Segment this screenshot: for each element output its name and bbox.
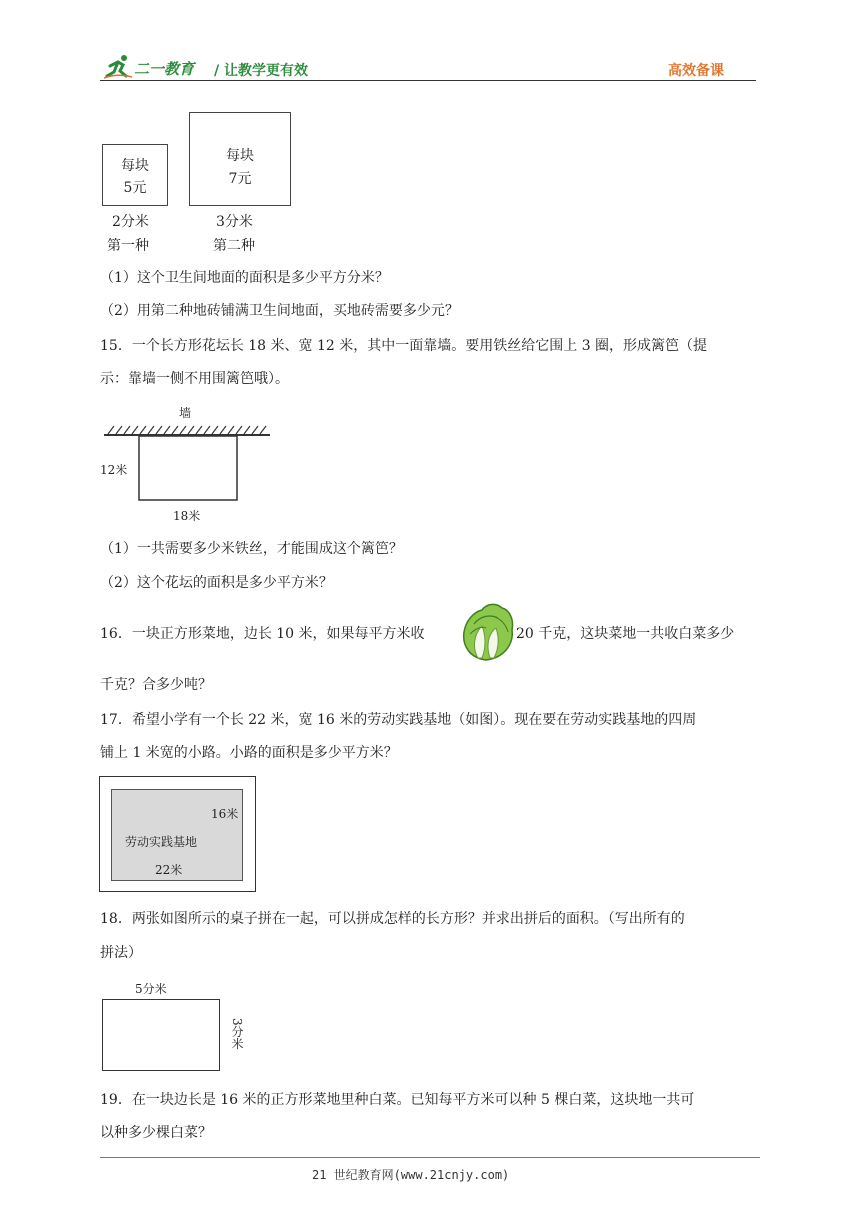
q19-line1: 19．在一块边长是 16 米的正方形菜地里种白菜。已知每平方米可以种 5 棵白菜，这块地一共可 <box>100 1092 695 1108</box>
q15-wall-label: 墙 <box>179 406 192 420</box>
tile-second-size: 3分米 <box>216 214 253 230</box>
runner-logo-icon <box>104 54 132 80</box>
q15-sub1: （1）一共需要多少米铁丝，才能围成这个篱笆？ <box>100 541 403 557</box>
q18-line2: 拼法） <box>100 945 142 961</box>
footer-text: 21 世纪教育网(www.21cnjy.com) <box>312 1168 510 1182</box>
tile-first-size: 2分米 <box>112 214 149 230</box>
q17-center-label: 劳动实践基地 <box>125 835 198 849</box>
q19-line2: 以种多少棵白菜？ <box>100 1125 212 1141</box>
q18-top-label: 5分米 <box>135 982 167 996</box>
q15-line1: 15．一个长方形花坛长 18 米、宽 12 米，其中一面靠墙。要用铁丝给它围上 3 圈，形成篱笆（提 <box>100 338 708 354</box>
q16-line1-a: 16．一块正方形菜地，边长 10 米，如果每平方米收 <box>100 626 425 642</box>
q15-sub2: （2）这个花坛的面积是多少平方米？ <box>100 575 333 591</box>
q14-sub1: （1）这个卫生间地面的面积是多少平方分米？ <box>100 270 389 286</box>
q18-line1: 18．两张如图所示的桌子拼在一起，可以拼成怎样的长方形？并求出拼后的面积。（写出所有的 <box>100 911 685 927</box>
q15-width-label: 12米 <box>100 463 128 477</box>
q17-line1: 17．希望小学有一个长 22 米，宽 16 米的劳动实践基地（如图）。现在要在劳动实践基地的四周 <box>100 712 697 728</box>
q18-side-label: 3分米 <box>230 1018 244 1050</box>
header <box>100 52 756 80</box>
tile-second-price-value: 7元 <box>228 171 252 187</box>
slogan: / 让教学更有效 <box>214 63 308 79</box>
q15-length-label: 18米 <box>173 509 201 523</box>
q16-line2: 千克？合多少吨？ <box>100 677 212 693</box>
q15-line2: 示：靠墙一侧不用围篱笆哦）。 <box>100 371 289 387</box>
tile-second-name: 第二种 <box>213 238 255 254</box>
q17-line2: 铺上 1 米宽的小路。小路的面积是多少平方米？ <box>100 745 398 761</box>
tile-first-name: 第一种 <box>107 238 149 254</box>
tile-second-price-label: 每块 <box>226 148 254 164</box>
q16-line1-b: 20 千克，这块菜地一共收白菜多少 <box>516 626 735 642</box>
q14-sub2: （2）用第二种地砖铺满卫生间地面，买地砖需要多少元？ <box>100 303 459 319</box>
q17-width-label: 16米 <box>211 807 239 821</box>
tile-second <box>189 112 291 206</box>
tile-first-price-label: 每块 <box>121 158 149 174</box>
q17-length-label: 22米 <box>155 863 183 877</box>
header-right-label: 高效备课 <box>668 63 724 79</box>
q18-table-rect <box>102 999 220 1071</box>
header-divider <box>100 80 756 81</box>
footer-divider <box>100 1157 760 1158</box>
logo-text: 二一教育 <box>134 60 195 78</box>
cabbage-icon <box>456 600 518 664</box>
tile-first <box>102 144 168 206</box>
tile-first-price-value: 5元 <box>123 180 147 196</box>
